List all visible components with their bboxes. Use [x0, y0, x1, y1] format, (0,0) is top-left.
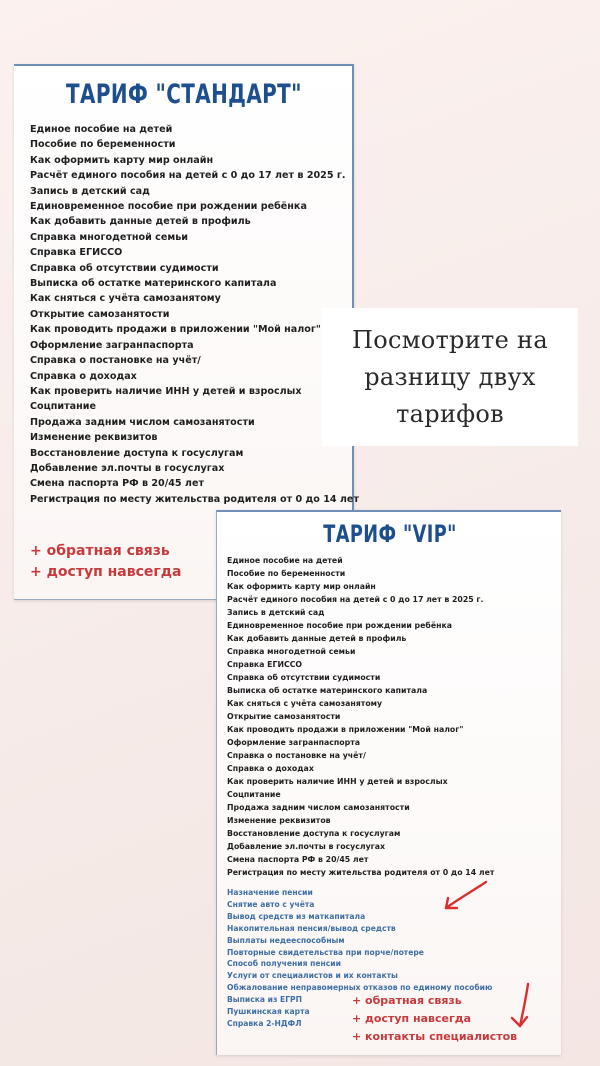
- list-item: Выписка об остатке материнского капитала: [227, 686, 428, 695]
- list-item: Как оформить карту мир онлайн: [30, 154, 214, 166]
- list-item: Пушкинская карта: [227, 1007, 310, 1017]
- list-item: Соцпитание: [30, 401, 96, 413]
- list-item: Единовременное пособие при рождении ребёнка: [227, 621, 453, 630]
- list-item: Продажа задним числом самозанятости: [227, 803, 410, 812]
- arrow-down-left-icon: [438, 878, 490, 914]
- list-item: Как сняться с учёта самозанятому: [227, 699, 383, 708]
- list-item: Смена паспорта РФ в 20/45 лет: [30, 478, 205, 490]
- list-item: Снятие авто с учёта: [227, 899, 315, 909]
- list-item: Пособие по беременности: [30, 139, 176, 151]
- list-item: Выплаты недееспособным: [227, 935, 345, 945]
- list-item: Пособие по беременности: [227, 569, 346, 578]
- list-item: Регистрация по месту жительства родителя от 0 до 14 лет: [227, 868, 495, 877]
- list-item: Добавление эл.почты в госуслугах: [227, 842, 386, 851]
- tariff-vip-card: [216, 510, 561, 1055]
- list-item: Как проводить продажи в приложении "Мой налог": [227, 725, 464, 734]
- list-item: Расчёт единого пособия на детей с 0 до 17 лет в 2025 г.: [30, 170, 346, 182]
- list-item: Способ получения пенсии: [227, 959, 341, 969]
- bonus-lifetime-access: + доступ навсегда: [30, 564, 182, 581]
- bonus-feedback: + обратная связь: [30, 543, 170, 560]
- list-item: Изменение реквизитов: [227, 816, 331, 825]
- bonus-lifetime-access: + доступ навсегда: [352, 1012, 472, 1025]
- tariff-standard-service-list: [30, 122, 359, 507]
- list-item: Как оформить карту мир онлайн: [227, 582, 376, 591]
- tariff-vip-service-list: [227, 554, 553, 879]
- list-item: Обжалование неправомерных отказов по единому пособию: [227, 983, 493, 993]
- list-item: Выписка из ЕГРП: [227, 995, 302, 1005]
- list-item: Изменение реквизитов: [30, 432, 158, 444]
- list-item: Как добавить данные детей в профиль: [30, 216, 251, 228]
- arrow-down-icon: [506, 982, 534, 1030]
- bonus-specialist-contacts: + контакты специалистов: [352, 1030, 518, 1043]
- tariff-vip-bonuses: [352, 992, 517, 1046]
- list-item: Единовременное пособие при рождении ребёнка: [30, 201, 307, 213]
- list-item: Соцпитание: [227, 790, 281, 799]
- callout-text: Посмотрите на разницу двух тарифов: [352, 325, 548, 428]
- list-item: Накопительная пенсия/вывод средств: [227, 923, 396, 933]
- tariff-vip-title: ТАРИФ "VIP": [323, 520, 457, 548]
- compare-callout: [322, 308, 578, 446]
- list-item: Справка 2-НДФЛ: [227, 1018, 302, 1028]
- list-item: Справка о доходах: [30, 370, 137, 382]
- list-item: Повторные свидетельства при порче/потере: [227, 947, 424, 957]
- list-item: Единое пособие на детей: [30, 124, 173, 135]
- list-item: Восстановление доступа к госуслугам: [30, 447, 244, 459]
- list-item: Добавление эл.почты в госуслугах: [30, 462, 225, 474]
- list-item: Справка ЕГИССО: [227, 660, 303, 669]
- list-item: Восстановление доступа к госуслугам: [227, 829, 401, 838]
- list-item: Справка об отсутствии судимости: [30, 262, 219, 274]
- list-item: Выписка об остатке материнского капитала: [30, 278, 277, 290]
- list-item: Услуги от специалистов и их контакты: [227, 971, 398, 981]
- list-item: Открытие самозанятости: [227, 712, 341, 721]
- list-item: Справка о постановке на учёт/: [227, 751, 366, 760]
- list-item: Справка о постановке на учёт/: [30, 355, 201, 367]
- list-item: Назначение пенсии: [227, 888, 313, 897]
- tariff-standard-title: ТАРИФ "СТАНДАРТ": [66, 79, 302, 110]
- list-item: Как проверить наличие ИНН у детей и взрослых: [30, 385, 302, 397]
- list-item: Единое пособие на детей: [227, 556, 343, 565]
- list-item: Оформление загранпаспорта: [227, 738, 360, 747]
- list-item: Открытие самозанятости: [30, 308, 170, 320]
- list-item: Регистрация по месту жительства родителя от 0 до 14 лет: [30, 493, 359, 505]
- list-item: Справка многодетной семьи: [227, 647, 356, 656]
- list-item: Смена паспорта РФ в 20/45 лет: [227, 855, 369, 864]
- list-item: Запись в детский сад: [227, 608, 325, 617]
- list-item: Справка ЕГИССО: [30, 247, 123, 259]
- list-item: Как проводить продажи в приложении "Мой налог": [30, 324, 321, 336]
- list-item: Вывод средств из маткапитала: [227, 911, 366, 921]
- list-item: Оформление загранпаспорта: [30, 339, 194, 351]
- list-item: Запись в детский сад: [30, 185, 150, 197]
- list-item: Продажа задним числом самозанятости: [30, 416, 255, 428]
- list-item: Как сняться с учёта самозанятому: [30, 293, 221, 305]
- list-item: Расчёт единого пособия на детей с 0 до 17 лет в 2025 г.: [227, 595, 484, 604]
- list-item: Как добавить данные детей в профиль: [227, 634, 407, 643]
- list-item: Справка об отсутствии судимости: [227, 673, 381, 682]
- list-item: Справка многодетной семьи: [30, 231, 188, 243]
- list-item: Как проверить наличие ИНН у детей и взрослых: [227, 777, 448, 786]
- list-item: Справка о доходах: [227, 764, 314, 773]
- bonus-feedback: + обратная связь: [352, 994, 462, 1007]
